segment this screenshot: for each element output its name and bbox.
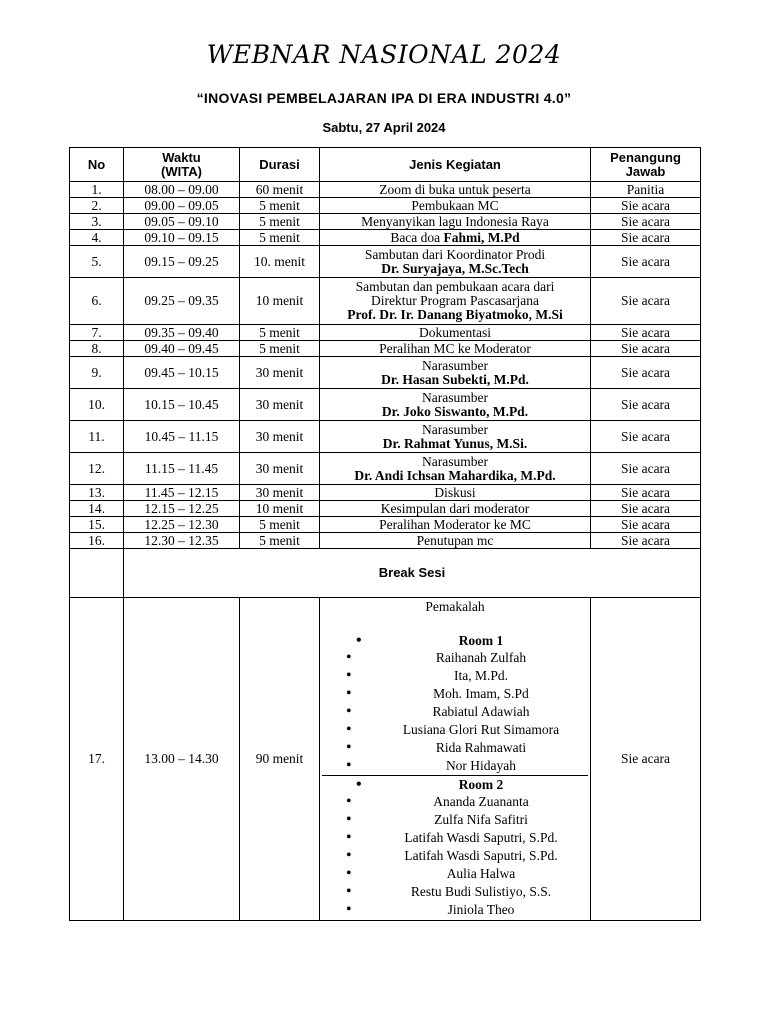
- activity-text: Peralihan MC ke Moderator: [379, 340, 531, 356]
- row-penanggung-jawab: Sie acara: [591, 517, 701, 533]
- row-durasi: 30 menit: [240, 453, 320, 485]
- row-no: 7.: [70, 325, 124, 341]
- schedule-body: [70, 182, 701, 921]
- session-waktu: 13.00 – 14.30: [124, 598, 240, 921]
- row-waktu: 09.10 – 09.15: [124, 230, 240, 246]
- row-penanggung-jawab: Sie acara: [591, 389, 701, 421]
- row-durasi: 5 menit: [240, 533, 320, 549]
- list-item: • Ita, M.Pd.: [322, 667, 588, 685]
- header-durasi: Durasi: [240, 148, 320, 182]
- header-pj-line1: Penangung: [610, 149, 681, 165]
- table-row: [70, 214, 701, 230]
- activity-line: [322, 308, 588, 322]
- activity-text: Dr. Hasan Subekti, M.Pd.: [381, 371, 529, 387]
- activity-line: [322, 231, 588, 245]
- activity-text: Baca doa: [390, 229, 444, 245]
- activity-text: Dokumentasi: [419, 324, 491, 340]
- row-jenis-kegiatan: [320, 533, 591, 549]
- header-jenis-kegiatan: Jenis Kegiatan: [320, 148, 591, 182]
- list-item: • Nor Hidayah: [322, 757, 588, 775]
- header-waktu-line1: Waktu: [162, 149, 201, 165]
- row-jenis-kegiatan: [320, 278, 591, 325]
- row-jenis-kegiatan: [320, 357, 591, 389]
- activity-text: Dr. Suryajaya, M.Sc.Tech: [381, 260, 529, 276]
- row-jenis-kegiatan: [320, 341, 591, 357]
- activity-line: [322, 469, 588, 483]
- activity-text: Dr. Joko Siswanto, M.Pd.: [381, 403, 529, 419]
- row-waktu: 12.15 – 12.25: [124, 501, 240, 517]
- activity-text: Menyanyikan lagu Indonesia Raya: [361, 213, 549, 229]
- row-no: 5.: [70, 246, 124, 278]
- activity-line: [322, 326, 588, 340]
- table-row: [70, 533, 701, 549]
- table-row: [70, 501, 701, 517]
- row-penanggung-jawab: Sie acara: [591, 278, 701, 325]
- row-no: 8.: [70, 341, 124, 357]
- row-waktu: 09.00 – 09.05: [124, 198, 240, 214]
- list-item: • Moh. Imam, S.Pd: [322, 685, 588, 703]
- event-date: Sabtu, 27 April 2024: [322, 120, 446, 135]
- activity-line: [322, 502, 588, 516]
- activity-text: Narasumber: [422, 421, 488, 437]
- room-1-heading: • Room 1: [322, 632, 588, 649]
- list-item: • Aulia Halwa: [322, 865, 588, 883]
- activity-line: [322, 405, 588, 419]
- session-no: 17.: [70, 598, 124, 921]
- activity-line: [322, 248, 588, 262]
- row-waktu: 10.45 – 11.15: [124, 421, 240, 453]
- break-row: [70, 549, 701, 598]
- row-waktu: 09.35 – 09.40: [124, 325, 240, 341]
- row-waktu: 09.05 – 09.10: [124, 214, 240, 230]
- row-no: 10.: [70, 389, 124, 421]
- row-waktu: 09.45 – 10.15: [124, 357, 240, 389]
- row-penanggung-jawab: Sie acara: [591, 501, 701, 517]
- table-row: [70, 517, 701, 533]
- list-item: • Jiniola Theo: [322, 901, 588, 919]
- row-durasi: 5 menit: [240, 198, 320, 214]
- activity-line: [322, 423, 588, 437]
- row-durasi: 30 menit: [240, 357, 320, 389]
- activity-text: Sambutan dan pembukaan acara dari: [355, 279, 555, 294]
- row-penanggung-jawab: Sie acara: [591, 341, 701, 357]
- room-1-list: [322, 649, 588, 775]
- pemakalah-label: Pemakalah: [425, 599, 485, 614]
- table-row: [70, 278, 701, 325]
- activity-text: Narasumber: [422, 357, 488, 373]
- row-penanggung-jawab: Sie acara: [591, 421, 701, 453]
- row-durasi: 60 menit: [240, 182, 320, 198]
- list-item: • Latifah Wasdi Saputri, S.Pd.: [322, 829, 588, 847]
- header-penanggung-jawab: [591, 148, 701, 182]
- activity-text: Dr. Rahmat Yunus, M.Si.: [382, 435, 528, 451]
- list-item: • Rabiatul Adawiah: [322, 703, 588, 721]
- table-row: [70, 341, 701, 357]
- activity-text: Narasumber: [422, 453, 488, 469]
- header-waktu: [124, 148, 240, 182]
- activity-text: Prof. Dr. Ir. Danang Biyatmoko, M.Si: [347, 307, 563, 322]
- row-durasi: 5 menit: [240, 517, 320, 533]
- row-waktu: 11.15 – 11.45: [124, 453, 240, 485]
- activity-person: Fahmi, M.Pd: [443, 229, 520, 245]
- row-jenis-kegiatan: [320, 230, 591, 246]
- row-jenis-kegiatan: [320, 325, 591, 341]
- row-waktu: 12.30 – 12.35: [124, 533, 240, 549]
- row-waktu: 09.40 – 09.45: [124, 341, 240, 357]
- schedule-table: [69, 147, 701, 921]
- table-row: [70, 325, 701, 341]
- document-subtitle: “INOVASI PEMBELAJARAN IPA DI ERA INDUSTRI 4.0”: [196, 90, 572, 106]
- activity-line: [322, 294, 588, 308]
- row-jenis-kegiatan: [320, 501, 591, 517]
- list-item: • Raihanah Zulfah: [322, 649, 588, 667]
- row-jenis-kegiatan: [320, 453, 591, 485]
- room-2-heading: • Room 2: [322, 776, 588, 793]
- break-label-text: Break Sesi: [378, 565, 446, 580]
- room-1-block: [322, 632, 588, 775]
- activity-text: Narasumber: [422, 389, 488, 405]
- row-no: 6.: [70, 278, 124, 325]
- session-rooms: [320, 598, 591, 921]
- row-waktu: 11.45 – 12.15: [124, 485, 240, 501]
- row-no: 15.: [70, 517, 124, 533]
- list-item: • Zulfa Nifa Safitri: [322, 811, 588, 829]
- row-no: 13.: [70, 485, 124, 501]
- row-no: 16.: [70, 533, 124, 549]
- table-row: [70, 182, 701, 198]
- row-jenis-kegiatan: [320, 389, 591, 421]
- activity-text: Dr. Andi Ichsan Mahardika, M.Pd.: [354, 467, 556, 483]
- row-penanggung-jawab: Sie acara: [591, 230, 701, 246]
- row-no: 9.: [70, 357, 124, 389]
- document-title: WEBNAR NASIONAL 2024: [206, 40, 562, 69]
- table-row: [70, 198, 701, 214]
- activity-line: [322, 183, 588, 197]
- row-jenis-kegiatan: [320, 517, 591, 533]
- activity-text: Direktur Program Pascasarjana: [371, 293, 539, 308]
- table-row: [70, 246, 701, 278]
- row-penanggung-jawab: Sie acara: [591, 325, 701, 341]
- row-penanggung-jawab: Sie acara: [591, 357, 701, 389]
- row-no: 12.: [70, 453, 124, 485]
- row-durasi: 30 menit: [240, 421, 320, 453]
- row-penanggung-jawab: Sie acara: [591, 453, 701, 485]
- table-row: [70, 421, 701, 453]
- row-jenis-kegiatan: [320, 214, 591, 230]
- activity-text: Penutupan mc: [416, 532, 494, 548]
- row-durasi: 10 menit: [240, 278, 320, 325]
- session-row: [70, 598, 701, 921]
- row-no: 1.: [70, 182, 124, 198]
- activity-line: [322, 342, 588, 356]
- table-row: [70, 357, 701, 389]
- activity-line: [322, 359, 588, 373]
- activity-line: [322, 486, 588, 500]
- row-penanggung-jawab: Sie acara: [591, 485, 701, 501]
- row-penanggung-jawab: Panitia: [591, 182, 701, 198]
- table-row: [70, 485, 701, 501]
- activity-text: Zoom di buka untuk peserta: [379, 181, 531, 197]
- row-waktu: 09.25 – 09.35: [124, 278, 240, 325]
- row-waktu: 10.15 – 10.45: [124, 389, 240, 421]
- activity-text: Diskusi: [434, 484, 476, 500]
- row-durasi: 10 menit: [240, 501, 320, 517]
- session-durasi: 90 menit: [240, 598, 320, 921]
- header-no: No: [70, 148, 124, 182]
- row-penanggung-jawab: Sie acara: [591, 214, 701, 230]
- activity-line: [322, 455, 588, 469]
- row-durasi: 30 menit: [240, 389, 320, 421]
- row-jenis-kegiatan: [320, 198, 591, 214]
- activity-line: [322, 391, 588, 405]
- row-jenis-kegiatan: [320, 421, 591, 453]
- row-jenis-kegiatan: [320, 182, 591, 198]
- row-durasi: 5 menit: [240, 341, 320, 357]
- list-item: • Rida Rahmawati: [322, 739, 588, 757]
- list-item: • Lusiana Glori Rut Simamora: [322, 721, 588, 739]
- row-jenis-kegiatan: [320, 246, 591, 278]
- row-waktu: 09.15 – 09.25: [124, 246, 240, 278]
- table-row: [70, 453, 701, 485]
- room-2-block: [322, 775, 588, 919]
- row-waktu: 12.25 – 12.30: [124, 517, 240, 533]
- activity-line: [322, 199, 588, 213]
- room-2-list: [322, 793, 588, 919]
- activity-line: [322, 280, 588, 294]
- activity-line: [322, 215, 588, 229]
- row-durasi: 10. menit: [240, 246, 320, 278]
- row-no: 3.: [70, 214, 124, 230]
- row-penanggung-jawab: Sie acara: [591, 533, 701, 549]
- table-header-row: [70, 148, 701, 182]
- activity-line: [322, 518, 588, 532]
- activity-line: [322, 534, 588, 548]
- row-durasi: 5 menit: [240, 214, 320, 230]
- break-label: [124, 549, 701, 598]
- list-item: • Latifah Wasdi Saputri, S.Pd.: [322, 847, 588, 865]
- table-row: [70, 389, 701, 421]
- row-jenis-kegiatan: [320, 485, 591, 501]
- activity-text: Kesimpulan dari moderator: [380, 500, 530, 516]
- activity-text: Peralihan Moderator ke MC: [379, 516, 531, 532]
- activity-text: Pembukaan MC: [411, 197, 499, 213]
- table-row: [70, 230, 701, 246]
- list-item: • Ananda Zuananta: [322, 793, 588, 811]
- row-no: 11.: [70, 421, 124, 453]
- header-waktu-line2: (WITA): [161, 163, 202, 179]
- activity-line: [322, 437, 588, 451]
- row-durasi: 5 menit: [240, 325, 320, 341]
- row-penanggung-jawab: Sie acara: [591, 198, 701, 214]
- row-durasi: 30 menit: [240, 485, 320, 501]
- row-no: 2.: [70, 198, 124, 214]
- row-no: 4.: [70, 230, 124, 246]
- header-pj-line2: Jawab: [625, 163, 666, 179]
- row-durasi: 5 menit: [240, 230, 320, 246]
- list-item: • Restu Budi Sulistiyo, S.S.: [322, 883, 588, 901]
- break-empty-cell: [70, 549, 124, 598]
- activity-text: Sambutan dari Koordinator Prodi: [364, 246, 546, 262]
- row-no: 14.: [70, 501, 124, 517]
- activity-line: [322, 262, 588, 276]
- activity-line: [322, 373, 588, 387]
- row-waktu: 08.00 – 09.00: [124, 182, 240, 198]
- row-penanggung-jawab: Sie acara: [591, 246, 701, 278]
- session-pj: Sie acara: [591, 598, 701, 921]
